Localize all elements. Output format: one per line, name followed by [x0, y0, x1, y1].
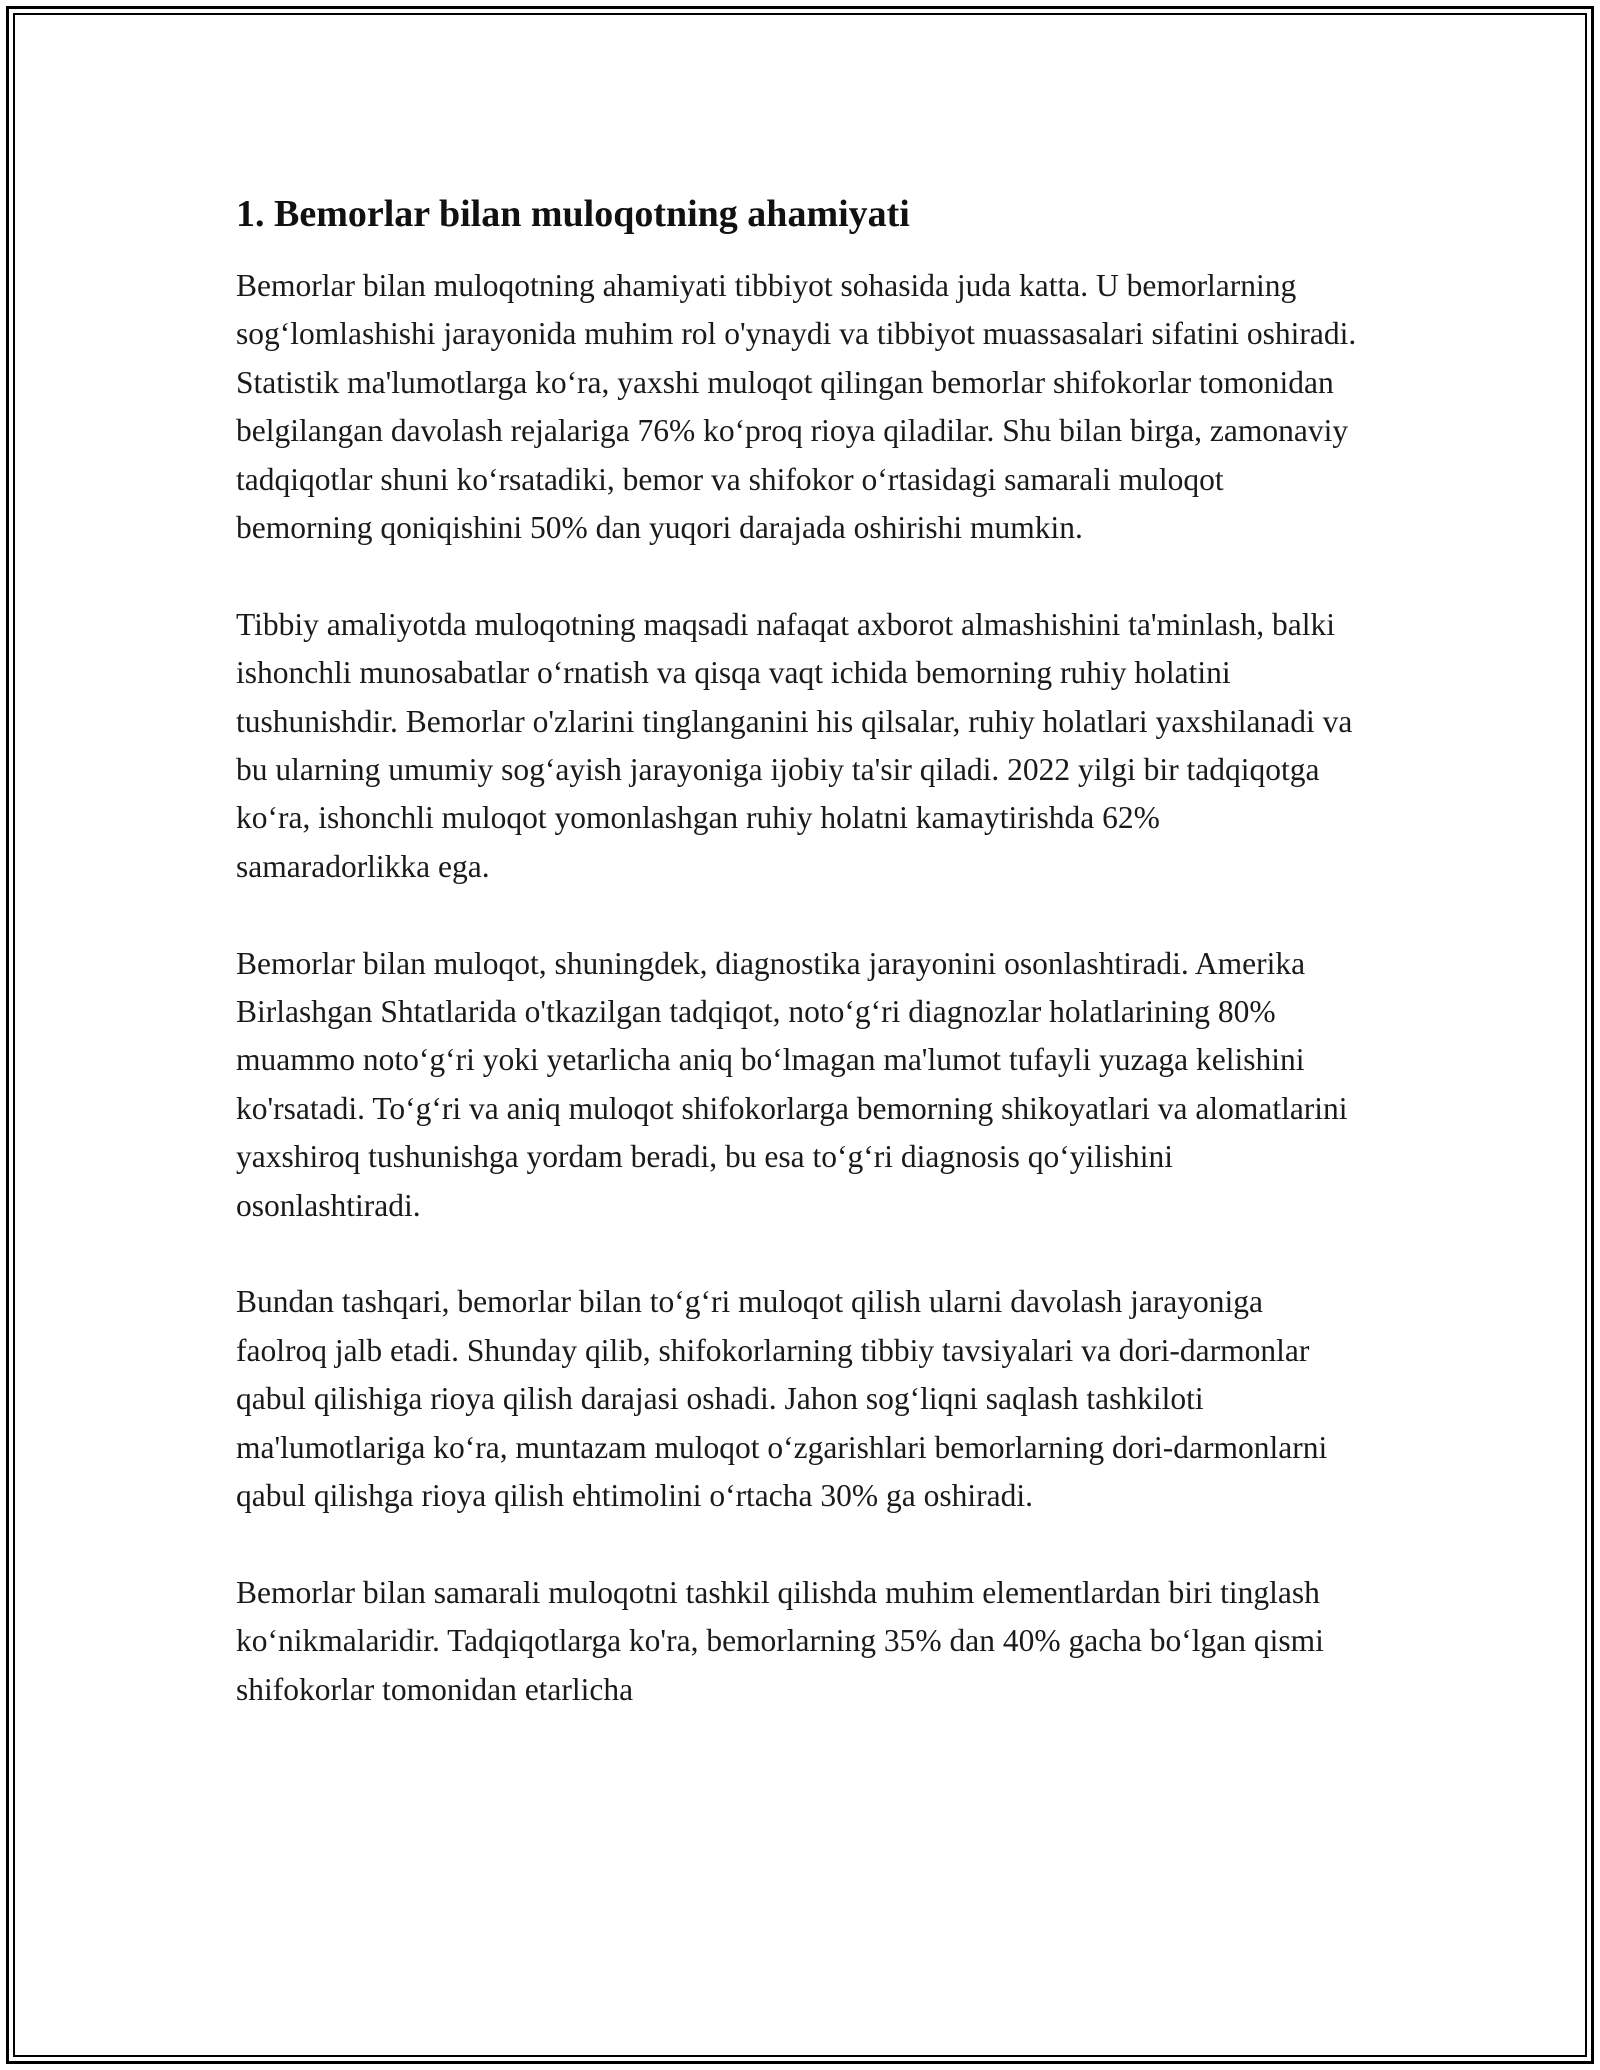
paragraph-4: Bundan tashqari, bemorlar bilan to‘g‘ri muloqot qilish ularni davolash jarayoniga faolroq jalb etadi. Shunday qilib, shifokorlarning tibbiy tavsiyalari va dori-darmonlar qabul qilishiga rioya qilish darajasi oshadi. Jahon sog‘liqni saqlash tashkiloti ma'lumotlariga ko‘ra, muntazam muloqot o‘zgarishlari bemorlarning dori-darmonlarni qabul qilishga rioya qilish ehtimolini o‘rtacha 30% ga oshiradi. [236, 1284, 1328, 1514]
section-title: 1. Bemorlar bilan muloqotning ahamiyati [236, 193, 910, 235]
document-body [236, 186, 1360, 1714]
paragraph-3: Bemorlar bilan muloqot, shuningdek, diagnostika jarayonini osonlashtiradi. Amerika Birlashgan Shtatlarida o'tkazilgan tadqiqot, noto‘g‘ri diagnozlar holatlarining 80% muammo noto‘g‘ri yoki yetarlicha aniq bo‘lmagan ma'lumot tufayli yuzaga kelishini ko'rsatadi. To‘g‘ri va aniq muloqot shifokorlarga bemorning shikoyatlari va alomatlarini yaxshiroq tushunishga yordam beradi, bu esa to‘g‘ri diagnosis qo‘yilishini osonlashtiradi. [236, 945, 1348, 1223]
paragraph-5: Bemorlar bilan samarali muloqotni tashkil qilishda muhim elementlardan biri tinglash ko‘nikmalaridir. Tadqiqotlarga ko'ra, bemorlarning 35% dan 40% gacha bo‘lgan qismi shifokorlar tomonidan etarlicha [236, 1574, 1324, 1707]
paragraph-1: Bemorlar bilan muloqotning ahamiyati tibbiyot sohasida juda katta. U bemorlarning sog‘lomlashishi jarayonida muhim rol o'ynaydi va tibbiyot muassasalari sifatini oshiradi. Statistik ma'lumotlarga ko‘ra, yaxshi muloqot qilingan bemorlar shifokorlar tomonidan belgilangan davolash rejalariga 76% ko‘proq rioya qiladilar. Shu bilan birga, zamonaviy tadqiqotlar shuni ko‘rsatadiki, bemor va shifokor o‘rtasidagi samarali muloqot bemorning qoniqishini 50% dan yuqori darajada oshirishi mumkin. [236, 268, 1357, 546]
paragraph-2: Tibbiy amaliyotda muloqotning maqsadi nafaqat axborot almashishini ta'minlash, balki ishonchli munosabatlar o‘rnatish va qisqa vaqt ichida bemorning ruhiy holatini tushunishdir. Bemorlar o'zlarini tinglanganini his qilsalar, ruhiy holatlari yaxshilanadi va bu ularning umumiy sog‘ayish jarayoniga ijobiy ta'sir qiladi. 2022 yilgi bir tadqiqotga ko‘ra, ishonchli muloqot yomonlashgan ruhiy holatni kamaytirishda 62% samaradorlikka ega. [236, 606, 1353, 884]
